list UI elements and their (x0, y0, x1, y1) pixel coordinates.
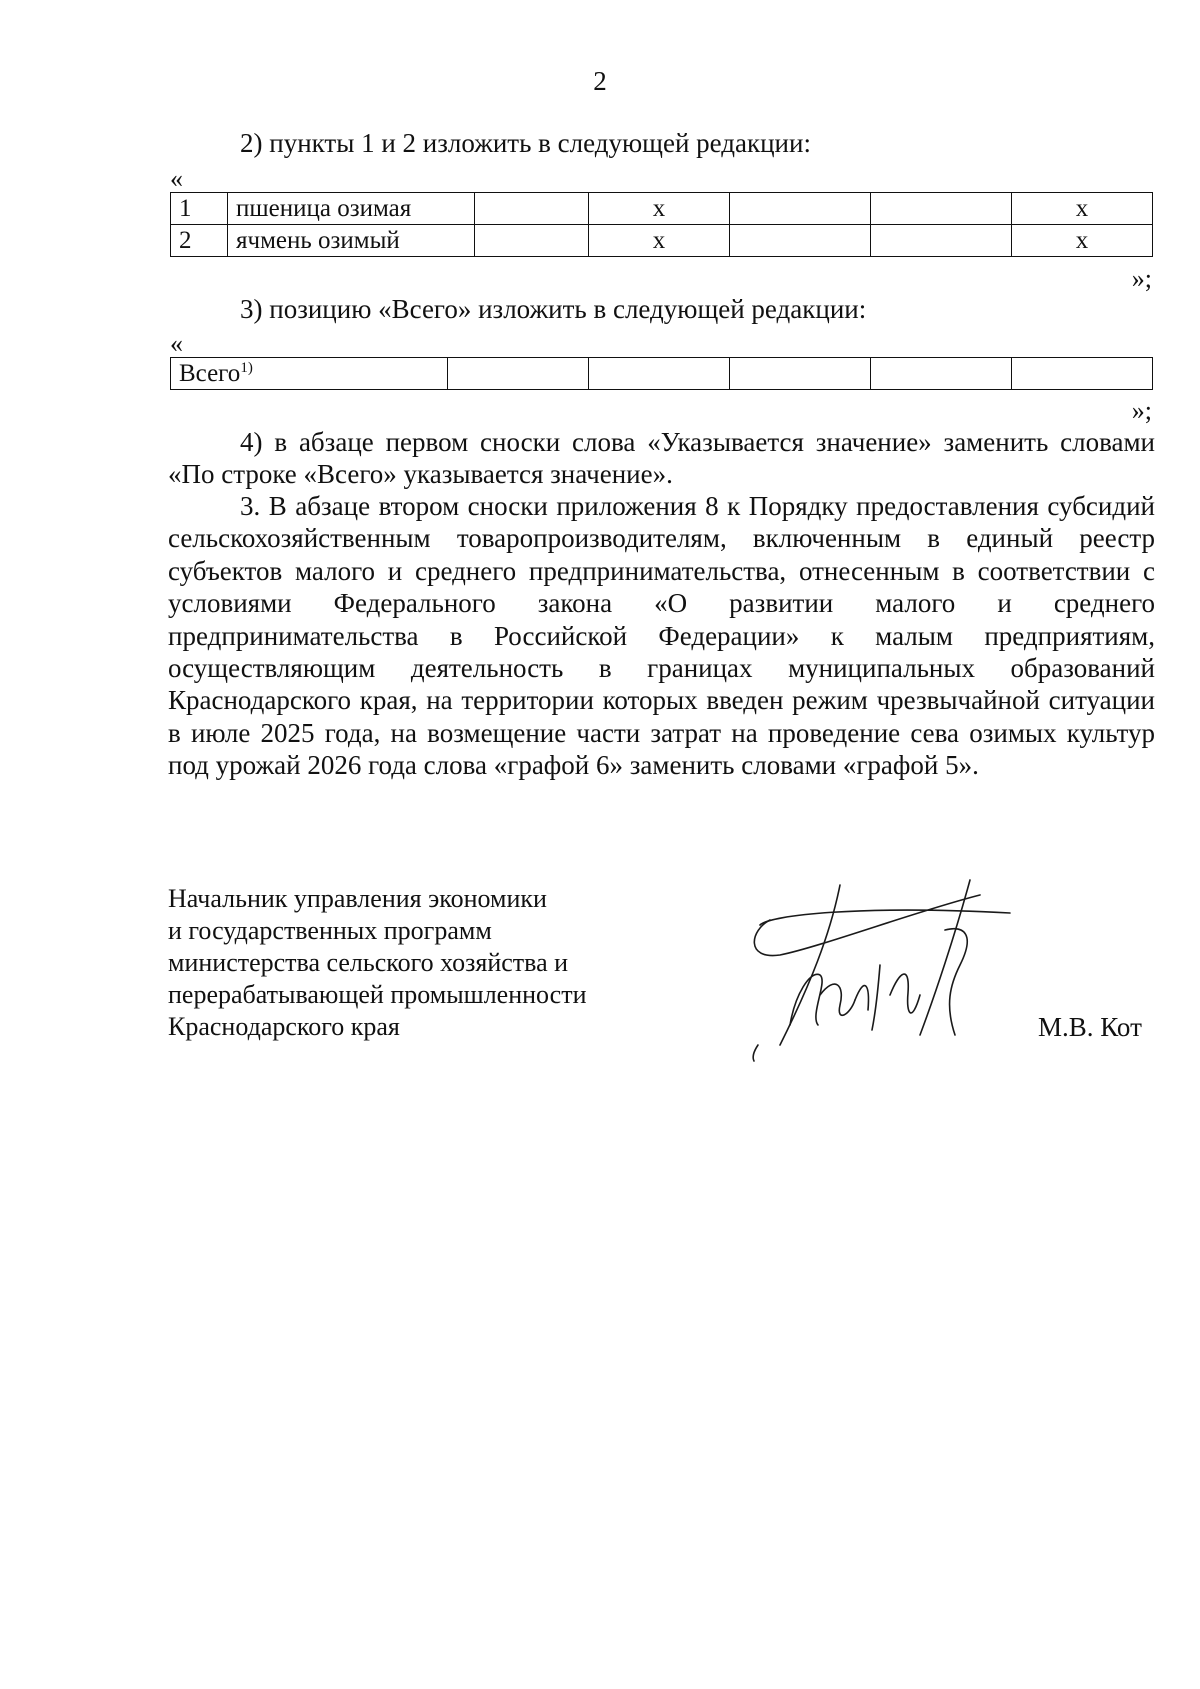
section-2-heading: 2) пункты 1 и 2 изложить в следующей редакции: (240, 128, 811, 158)
close-quote: »; (1131, 264, 1152, 293)
table-cell: х (1012, 193, 1153, 225)
position-line: перерабатывающей промышленности (168, 980, 587, 1009)
crop-name: пшеница озимая (228, 193, 475, 225)
table-cell: х (589, 193, 730, 225)
table-cell (448, 358, 589, 390)
handwritten-signature (740, 875, 1040, 1065)
table-row (171, 193, 1153, 225)
amend-table-items (170, 192, 1153, 257)
table-row (171, 358, 1153, 390)
total-label: Всего$^{1)}$ (171, 358, 448, 390)
table-cell (871, 193, 1012, 225)
page-number: 2 (593, 66, 607, 96)
table-cell: х (589, 225, 730, 257)
footnote-marker: 1) (240, 360, 253, 376)
position-line: Начальник управления экономики (168, 884, 547, 913)
amend-table-total (170, 357, 1153, 390)
signatory-position (168, 883, 587, 1043)
table-cell: х (1012, 225, 1153, 257)
table-cell (589, 358, 730, 390)
table-cell (871, 225, 1012, 257)
table-row (171, 225, 1153, 257)
section-4-text: 4) в абзаце первом сноски слова «Указывается значение» заменить словами «По строке «Всего» указывается значение». (168, 427, 1155, 490)
table-cell (730, 358, 871, 390)
position-line: министерства сельского хозяйства и (168, 948, 569, 977)
section-5-text: 3. В абзаце втором сноски приложения 8 к Порядку предоставления субсидий сельскохозяйственным товаропроизводителям, включенным в единый реестр субъектов малого и среднего предпринимательства, отнесенным в соответствии с условиями Федерального закона «О развитии малого и среднего предпринимательства в Российской Федерации» к малым предприятиям, осуществляющим деятельность в границах муниципальных образований Краснодарского края, на территории которых введен режим чрезвычайной ситуации в июле 2025 года, на возмещение части затрат на проведение сева озимых культур под урожай 2026 года слова «графой 6» заменить словами «графой 5». (168, 491, 1155, 781)
signatory-name: М.В. Кот (1038, 1012, 1142, 1042)
row-number: 1 (171, 193, 228, 225)
table-cell (1012, 358, 1153, 390)
position-line: Краснодарского края (168, 1012, 400, 1041)
table-cell (475, 193, 589, 225)
table-cell (871, 358, 1012, 390)
table-cell (730, 193, 871, 225)
open-quote: « (170, 164, 183, 193)
crop-name: ячмень озимый (228, 225, 475, 257)
position-line: и государственных программ (168, 916, 492, 945)
row-number: 2 (171, 225, 228, 257)
section-3-heading: 3) позицию «Всего» изложить в следующей редакции: (240, 294, 867, 324)
close-quote: »; (1131, 396, 1152, 425)
table-cell (730, 225, 871, 257)
table-cell (475, 225, 589, 257)
open-quote: « (170, 329, 183, 358)
